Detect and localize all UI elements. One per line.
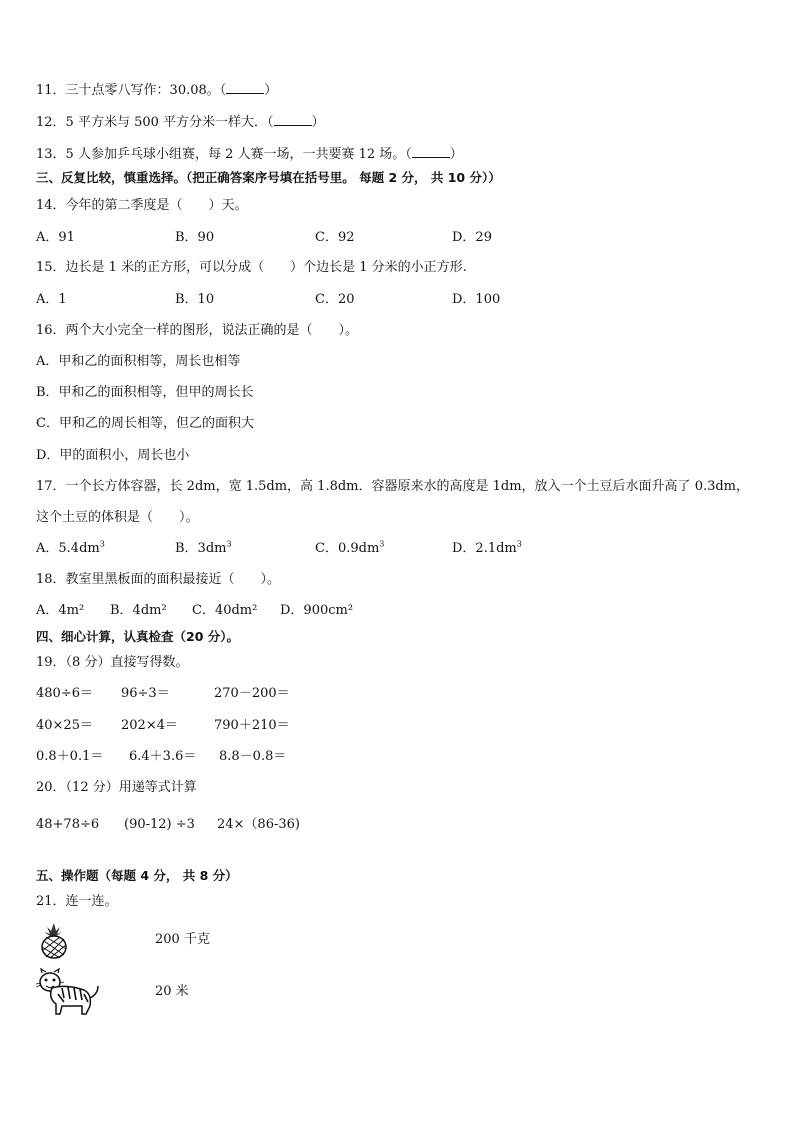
q17-option-c[interactable]: C．$0.9dm^3$ (315, 539, 385, 556)
calc-item: 6.4＋3.6＝ (129, 749, 197, 764)
q15-option-a[interactable]: A．1 (36, 292, 67, 307)
q14-option-c[interactable]: C．92 (315, 230, 355, 245)
q15-option-c[interactable]: C．20 (315, 292, 355, 307)
q15-option-d[interactable]: D．100 (452, 292, 501, 307)
q18-option-c[interactable]: C．40dm² (192, 603, 258, 618)
answer-blank[interactable] (274, 113, 312, 126)
q16-option-d[interactable]: D．甲的面积小，周长也小 (36, 448, 190, 463)
q14-option-a[interactable]: A．91 (36, 230, 75, 245)
question-17-stem-line2: 这个土豆的体积是（ ）。 (36, 510, 199, 525)
expression-item: (90-12) ÷3 (124, 817, 195, 832)
section-3-title: 三、反复比较，慎重选择。（把正确答案序号填在括号里。 每题 2 分， 共 10 分）） (36, 170, 501, 185)
calc-item: 270－200＝ (214, 686, 290, 701)
question-14-stem: 14．今年的第二季度是（ ）天。 (36, 198, 248, 213)
calc-item: 40×25＝ (36, 718, 93, 733)
q18-option-d[interactable]: D．900cm² (280, 603, 354, 618)
q16-option-b[interactable]: B．甲和乙的面积相等，但甲的周长长 (36, 385, 254, 400)
question-15-stem: 15．边长是 1 米的正方形，可以分成（ ）个边长是 1 分米的小正方形. (36, 260, 467, 275)
question-17-stem-line1: 17．一个长方体容器，长 2dm，宽 1.5dm，高 1.8dm．容器原来水的高度是 1dm，放入一个土豆后水面升高了 0.3dm， (36, 479, 750, 494)
calc-item: 480÷6＝ (36, 686, 93, 701)
question-11: 11．三十点零八写作：30.08。（ ） (36, 83, 278, 98)
question-18-stem: 18．教室里黑板面的面积最接近（ ）。 (36, 572, 281, 587)
q17-option-d[interactable]: D．$2.1dm^3$ (452, 539, 522, 556)
q18-option-b[interactable]: B．4dm² (110, 603, 167, 618)
q14-option-b[interactable]: B．90 (175, 230, 215, 245)
calc-item: 0.8＋0.1＝ (36, 749, 104, 764)
calc-item: 8.8－0.8＝ (219, 749, 287, 764)
q15-option-b[interactable]: B．10 (175, 292, 215, 307)
answer-blank[interactable] (226, 81, 264, 94)
expression-item: 48+78÷6 (36, 817, 100, 832)
question-13: 13．5 人参加乒乓球小组赛，每 2 人赛一场，一共要赛 12 场。（ ） (36, 147, 463, 162)
q18-option-a[interactable]: A．4m² (36, 603, 85, 618)
tiger-icon[interactable] (36, 968, 102, 1016)
question-19-stem: 19．（8 分）直接写得数。 (36, 655, 189, 670)
match-label-length[interactable]: 20 米 (155, 984, 189, 999)
section-5-title: 五、操作题（每题 4 分， 共 8 分） (36, 868, 238, 883)
pineapple-icon[interactable] (36, 921, 72, 959)
calc-item: 790＋210＝ (214, 718, 290, 733)
expression-item: 24×（86-36) (217, 817, 300, 832)
section-4-title: 四、细心计算，认真检查（20 分）。 (36, 629, 239, 644)
question-20-stem: 20．（12 分）用递等式计算 (36, 780, 197, 795)
q14-option-d[interactable]: D．29 (452, 230, 492, 245)
q16-option-c[interactable]: C．甲和乙的周长相等，但乙的面积大 (36, 416, 254, 431)
q17-option-b[interactable]: B．$3dm^3$ (175, 539, 232, 556)
q17-option-a[interactable]: A．$5.4dm^3$ (36, 539, 105, 556)
q16-option-a[interactable]: A．甲和乙的面积相等，周长也相等 (36, 354, 241, 369)
calc-item: 202×4＝ (121, 718, 178, 733)
question-16-stem: 16．两个大小完全一样的图形，说法正确的是（ ）。 (36, 323, 359, 338)
match-label-weight[interactable]: 200 千克 (155, 932, 210, 947)
question-21-stem: 21．连一连。 (36, 894, 118, 909)
calc-item: 96÷3＝ (121, 686, 170, 701)
question-12: 12．5 平方米与 500 平方分米一样大．（ ） (36, 115, 325, 130)
answer-blank[interactable] (412, 145, 450, 158)
